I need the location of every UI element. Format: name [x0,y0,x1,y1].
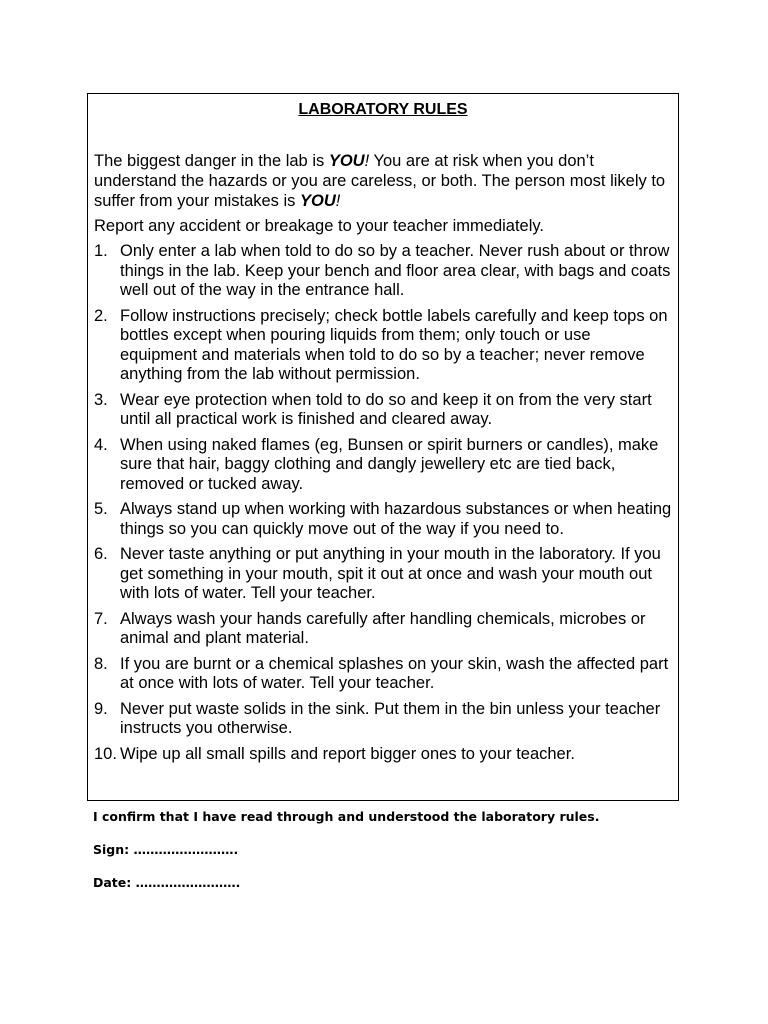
rule-number: 5. [94,500,108,518]
rule-text: Always stand up when working with hazardous substances or when heating things so you can quickly move out of the way if you need to. [120,500,672,538]
rule-number: 8. [94,654,108,673]
intro-paragraph [94,151,672,211]
intro-exclaim-1: ! [364,152,370,170]
rule-text: Never put waste solids in the sink. Put them in the bin unless your teacher instructs you otherwise. [120,699,661,737]
intro-exclaim-2: ! [335,192,341,210]
intro-text-1: The biggest danger in the lab is [94,152,329,170]
date-line: Date: ……………………. [93,875,241,890]
rule-item [94,436,672,495]
intro-emphasis-1: YOU [328,152,365,170]
rules-list [94,242,672,764]
rule-number: 10. [94,744,117,763]
rule-item [94,655,672,694]
rule-text: Never taste anything or put anything in your mouth in the laboratory. If you get something in your mouth, spit it out at once and wash your mouth out with lots of water. Tell your teacher. [120,545,661,602]
rule-number: 1. [94,242,108,260]
rule-item [94,545,672,604]
rule-text: Wipe up all small spills and report bigger ones to your teacher. [120,744,575,763]
document-title: LABORATORY RULES [298,101,468,118]
rule-text: Wear eye protection when told to do so and keep it on from the very start until all practical work is finished and cleared away. [120,390,652,428]
rule-number: 6. [94,545,108,563]
rule-text: Always wash your hands carefully after handling chemicals, microbes or animal and plant material. [120,609,646,647]
confirmation-statement: I confirm that I have read through and understood the laboratory rules. [93,809,600,824]
intro-emphasis-2: YOU [300,192,336,210]
rule-item [94,610,672,649]
rule-number: 4. [94,435,108,454]
rule-item [94,391,672,430]
rules-box [87,93,679,801]
rule-text: Only enter a lab when told to do so by a teacher. Never rush about or throw things in the lab. Keep your bench and floor area clear, with bags and coats well out of the way in the entrance hall. [120,242,671,299]
rule-text: Follow instructions precisely; check bottle labels carefully and keep tops on bottles except when pouring liquids from them; only touch or use equipment and materials when told to do so by a teacher; never remove anything from the lab without permission. [120,306,668,383]
rule-item [94,700,672,739]
sign-line: Sign: ……………………. [93,842,239,857]
rule-item [94,307,672,385]
rule-number: 3. [94,390,108,409]
rule-number: 2. [94,306,108,325]
rule-number: 9. [94,699,108,718]
rule-item [94,242,672,301]
rule-number: 7. [94,609,108,628]
rule-text: If you are burnt or a chemical splashes on your skin, wash the affected part at once with lots of water. Tell your teacher. [120,654,669,692]
rule-item [94,745,672,765]
rule-text: When using naked flames (eg, Bunsen or spirit burners or candles), make sure that hair, baggy clothing and dangly jewellery etc are tied back, removed or tucked away. [120,435,659,493]
rule-item [94,500,672,539]
intro-text-2: You are at risk when you don’t understand the hazards or you are careless, or both. The person most likely to suffer from your mistakes is [94,152,666,210]
report-paragraph: Report any accident or breakage to your teacher immediately. [94,217,545,235]
